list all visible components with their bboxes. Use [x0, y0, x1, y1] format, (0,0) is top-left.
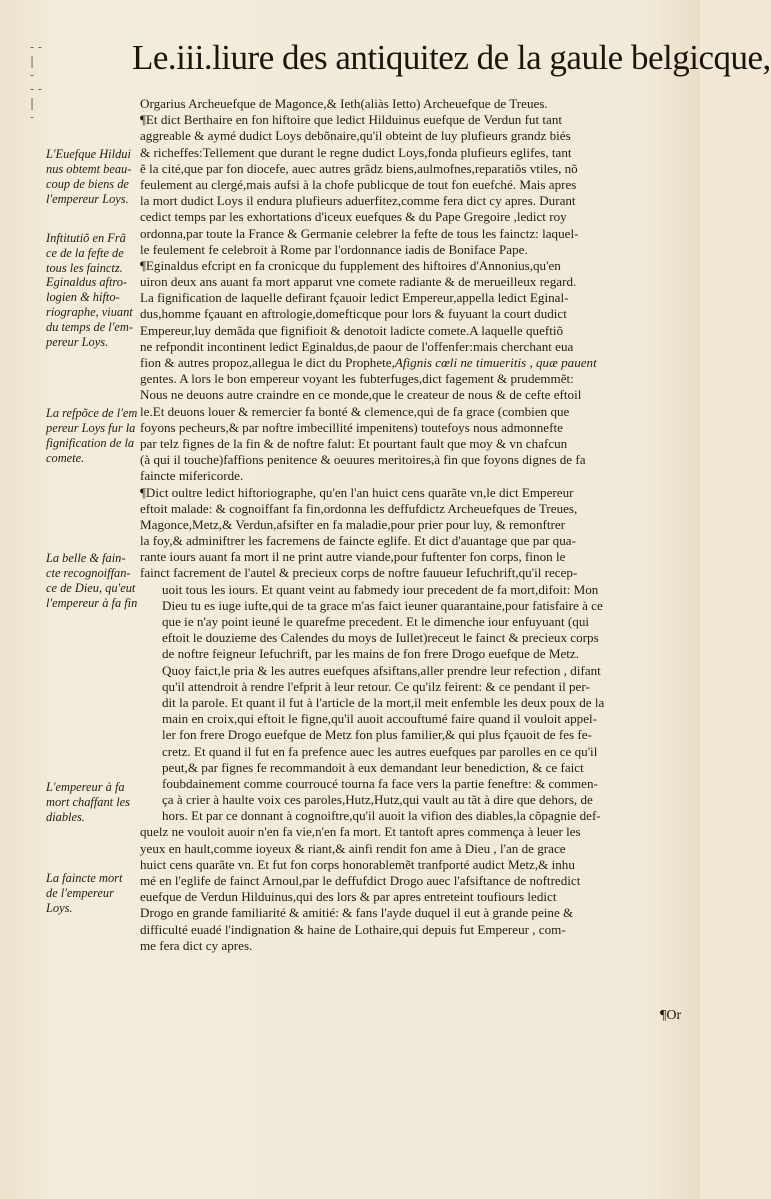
text-line-content: mé en l'eglife de fainct Arnoul,par le deffufdict Drogo auec l'afsiftance de noftredict — [140, 873, 581, 888]
text-line-content: yeux en hault,comme ioyeux & riant,& ainfi rendit fon ame à Dieu , l'an de grace — [140, 840, 566, 856]
text-line — [140, 145, 685, 161]
text-line — [140, 889, 685, 905]
margin-note-line: mort chaffant les — [46, 795, 130, 809]
text-line-content: euefque de Verdun Hilduinus,qui des lors & par apres entreteint toufiours ledict — [140, 889, 557, 905]
text-line-content: ça à crier à haulte voix ces paroles,Hutz,Hutz,qui vault au tãt à dire que dehors, de — [162, 792, 593, 808]
text-line — [140, 258, 685, 274]
text-line-content: le feulement fe celebroit à Rome par l'ordonnance iadis de Boniface Pape. — [140, 241, 528, 257]
latin-quote: Afignis cœli ne timueritis , quæ pauent — [394, 355, 597, 370]
text-line — [140, 274, 685, 290]
text-line-content: eftoit malade: & cognoiffant fa fin,ordonna les deffufdictz Archeuefques de Treues, — [140, 500, 578, 516]
text-line — [140, 452, 685, 468]
text-line-content: ler fon frere Drogo euefque de Metz fon plus familier,& qui plus fçauoit de fes fe- — [162, 727, 592, 743]
text-line — [140, 776, 685, 792]
margin-note-line: cte recognoiffan- — [46, 566, 131, 580]
text-line-content: faincte mifericorde. — [140, 468, 244, 484]
text-line — [140, 598, 685, 614]
text-line-content: qu'il attendroit à rendre l'efprit à leur retour. Ce qu'ilz feirent: & ce pendant il per- — [162, 678, 590, 694]
text-line — [140, 824, 685, 840]
text-line-content: Nous ne deuons autre craindre en ce monde,que le createur de nous & de cefte eftoil — [140, 387, 582, 403]
text-line — [140, 905, 685, 921]
text-line — [140, 436, 685, 452]
text-line — [140, 565, 685, 581]
margin-note-2 — [46, 231, 142, 276]
text-line — [140, 646, 685, 662]
margin-note-line: Inftitutiõ en Frã — [46, 231, 126, 245]
margin-note-line: tous les fainctz. — [46, 261, 123, 275]
text-line-content: main en croix,qui eftoit le figne,qu'il auoit accouftumé faire quand il vouloit appel- — [162, 711, 598, 727]
text-line — [140, 857, 685, 873]
text-line-content: & richeffes:Tellement que durant le regne dudict Loys,fonda plufieurs eglifes, tant — [140, 144, 572, 160]
margin-note-line: de l'empereur — [46, 886, 114, 900]
text-line — [140, 501, 685, 517]
text-line — [140, 517, 685, 533]
margin-note-line: La belle & fain- — [46, 551, 126, 565]
text-line-content: gentes. A lors le bon empereur voyant les fubterfuges,dict fagement & prudemmẽt: — [140, 371, 574, 387]
text-line — [140, 339, 685, 355]
text-line — [140, 371, 685, 387]
text-line-content: la foy,& adminiftrer les facremens de faincte eglife. Et dict d'auantage que par qua- — [140, 533, 576, 549]
text-line — [140, 922, 685, 938]
text-line-content: ordonna,par toute la France & Germanie celebrer la fefte de tous les fainctz: laquel- — [140, 225, 579, 241]
text-line-content: Quoy faict,le pria & les autres euefques afsiftans,aller prendre leur refection , difant — [162, 662, 601, 678]
text-line-content: huict cens quarãte vn. Et fut fon corps honorablemẽt tranfporté audict Metz,& inhu — [140, 856, 575, 872]
margin-note-line: ce de Dieu, qu'eut — [46, 581, 136, 595]
text-line-content: feulement au clergé,mais aufsi à la chofe publicque de tout fon euefché. Mais apres — [140, 176, 577, 192]
margin-note-3 — [46, 275, 142, 350]
text-line-content: uiron deux ans auant fa mort apparut vne comete radiante & de merueilleux regard. — [140, 274, 577, 290]
margin-note-line: L'empereur à fa — [46, 780, 125, 794]
text-line — [140, 533, 685, 549]
gutter-marks: - - | - - - | - — [30, 40, 42, 124]
text-line-content: que ie n'ay point ieuné le quarefme precedent. Et le dimenche iour enfuyuant (qui — [162, 614, 590, 629]
text-line-content: dus,homme fçauant en aftrologie,domefticque pour lors & fuyuant la court dudict — [140, 306, 567, 322]
running-header: Le.iii.liure des antiquitez de la gaule belgicque, — [132, 38, 771, 77]
text-line-content: rante iours auant fa mort il ne print autre viande,pour fuftenter fon corps, finon le — [140, 549, 566, 565]
text-line-content: cretz. Et quand il fut en fa prefence auec les autres euefques par parolles en ce qu'il — [162, 743, 598, 759]
text-line — [140, 387, 685, 403]
text-line — [140, 938, 685, 954]
text-line — [140, 792, 685, 808]
text-line — [140, 209, 685, 225]
catchword: ¶Or — [660, 1008, 682, 1023]
text-line — [140, 841, 685, 857]
text-line — [140, 679, 685, 695]
text-line-content: fion & autres propoz,allegua le dict du Prophete, — [140, 355, 395, 370]
margin-note-5 — [46, 551, 142, 611]
margin-note-6 — [46, 780, 142, 825]
text-line-content: aggreable & aymé dudict Loys debõnaire,qu'il obteint de luy plufieurs grandz biés — [140, 128, 571, 144]
text-line — [140, 808, 685, 824]
text-line-content: cedict temps par les exhortations d'iceux euefques & du Pape Gregoire ,ledict roy — [140, 209, 567, 225]
text-line — [140, 420, 685, 436]
margin-note-line: pereur Loys. — [46, 335, 109, 349]
margin-note-line: l'empereur Loys. — [46, 192, 129, 206]
margin-note-7 — [46, 871, 142, 916]
text-line-content: uoit tous les iours. Et quant veint au fabmedy iour precedent de fa mort,difoit: Mon — [162, 581, 599, 597]
text-line — [140, 355, 685, 371]
text-line-content: Drogo en grande familiarité & amitié: & fans l'ayde duquel il eut à grande peine & — [140, 905, 574, 921]
text-line-content: peut,& par fignes fe recommandoit à eux demandant leur benediction, & ce faict — [162, 759, 584, 775]
text-line — [140, 290, 685, 306]
text-line — [140, 96, 685, 112]
text-line-content: foyons pecheurs,& par noftre imbecillité impenitens) toutefoys nous admonnefte — [140, 419, 563, 435]
margin-note-line: ce de la fefte de — [46, 246, 124, 260]
text-line-content: (à qui il touche)faffions penitence & oeuures meritoires,à fin que foyons dignes de fa — [140, 452, 586, 468]
text-line — [140, 112, 685, 128]
text-line — [140, 873, 685, 889]
margin-note-line: L'Euefque Hildui — [46, 147, 131, 161]
text-line-content: hors. Et par ce donnant à cognoiftre,qu'il auoit la vifion des diables,la cõpagnie def- — [162, 808, 601, 824]
text-line — [140, 226, 685, 242]
margin-note-line: Loys. — [46, 901, 73, 915]
text-line — [140, 404, 685, 420]
text-line — [140, 582, 685, 598]
margin-note-line: l'empereur à fa fin — [46, 596, 138, 610]
text-line-content: ¶Et dict Berthaire en fon hiftoire que ledict Hilduinus euefque de Verdun fut tant — [140, 112, 563, 128]
margin-note-line: diables. — [46, 810, 85, 824]
text-line-content: par telz fignes de la fin & de noftre falut: Et pourtant fault que moy & vn chafcun — [140, 435, 568, 451]
text-line — [140, 727, 685, 743]
text-line — [140, 549, 685, 565]
text-line — [140, 306, 685, 322]
main-text-block — [140, 96, 685, 954]
margin-note-line: La refpõce de l'em — [46, 406, 138, 420]
text-line — [140, 663, 685, 679]
text-line-content: Magonce,Metz,& Verdun,afsifter en fa maladie,pour prier pour luy, & remonftrer — [140, 516, 566, 532]
text-line-content: foubdainement comme courroucé tourna fa face vers la partie feneftre: & commen- — [162, 775, 598, 791]
text-line-content: me fera dict cy apres. — [140, 937, 253, 953]
text-line — [140, 485, 685, 501]
text-line-content: ne refpondit incontinent ledict Eginaldus,de paour de l'offenfer:mais cherchant eua — [140, 338, 574, 354]
text-line — [140, 760, 685, 776]
text-line-content: La fignification de laquelle defirant fçauoir ledict Empereur,appella ledict Eginal- — [140, 290, 569, 306]
text-line — [140, 161, 685, 177]
text-line-content: le.Et deuons louer & remercier fa bonté & clemence,qui de fa grace (combien que — [140, 403, 570, 419]
text-line — [140, 711, 685, 727]
text-line-content: Dieu tu es iuge iufte,qui de ta grace m'as faict ieuner quarantaine,pour fatisfaire à ce — [162, 597, 603, 613]
text-line — [140, 128, 685, 144]
margin-note-line: riographe, viuant — [46, 305, 133, 319]
text-line-content: ¶Dict oultre ledict hiftoriographe, qu'en l'an huict cens quarãte vn,le dict Empereur — [140, 484, 574, 500]
margin-note-line: Eginaldus aftro- — [46, 275, 128, 289]
margin-note-line: pereur Loys fur la — [46, 421, 136, 435]
text-line — [140, 695, 685, 711]
text-line — [140, 630, 685, 646]
margin-note-line: comete. — [46, 451, 85, 465]
text-line-content: Orgarius Archeuefque de Magonce,& Ieth(aliàs Ietto) Archeuefque de Treues. — [140, 96, 548, 111]
text-line — [140, 193, 685, 209]
margin-note-4 — [46, 406, 142, 466]
text-line-content: dit la parole. Et quant il fut à l'article de la mort,il meit enfemble les deux poux de la — [162, 694, 605, 710]
margin-note-line: du temps de l'em- — [46, 320, 133, 334]
text-line — [140, 323, 685, 339]
text-line-content: ¶Eginaldus efcript en fa cronicque du fupplement des hiftoires d'Annonius,qu'en — [140, 257, 561, 273]
text-line — [140, 177, 685, 193]
margin-note-line: fignification de la — [46, 436, 135, 450]
text-line-content: difficulté euadé l'indignation & haine de Lothaire,qui depuis fut Empereur , com- — [140, 921, 566, 937]
text-line-content: ẽ la cité,que par fon diocefe, auec autres grãdz biens,aulmofnes,reparatiõs vtiles, nõ — [140, 160, 578, 176]
text-line — [140, 744, 685, 760]
text-line — [140, 242, 685, 258]
text-line-content: la mort dudict Loys il endura plufieurs aduerfitez,comme fera dict cy apres. Durant — [140, 193, 576, 209]
text-line-content: de noftre feigneur Iefuchrift, par les mains de fon frere Drogo euefque de Metz. — [162, 646, 579, 662]
text-line-content: eftoit le douzieme des Calendes du moys de Iullet)receut le fainct & precieux corps — [162, 630, 599, 646]
margin-note-line: nus obtemt beau- — [46, 162, 132, 176]
text-line-content: quelz ne vouloit auoir n'en fa vie,n'en fa mort. Et tantoft apres commença à leuer les — [140, 824, 581, 840]
text-line-content: fainct facrement de l'autel & precieux corps de noftre fauueur Iefuchrift,qu'il recep- — [140, 565, 578, 581]
margin-note-line: logien & hifto- — [46, 290, 120, 304]
margin-note-line: La faincte mort — [46, 871, 123, 885]
text-line — [140, 468, 685, 484]
margin-note-line: coup de biens de — [46, 177, 129, 191]
margin-note-1 — [46, 147, 142, 207]
text-line-content: Empereur,luy demãda que fignifioit & denotoit ladicte comete.A laquelle queftiõ — [140, 322, 564, 338]
text-line — [140, 614, 685, 630]
